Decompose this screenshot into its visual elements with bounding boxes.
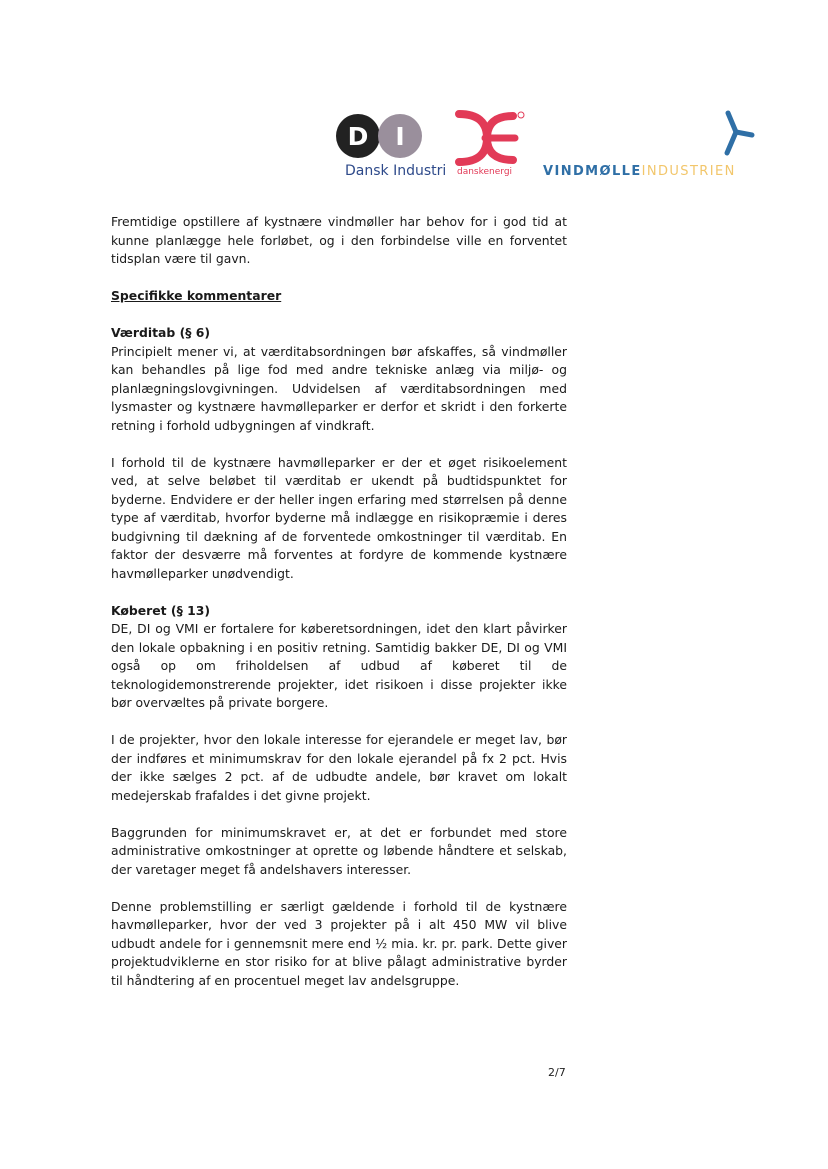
kobret-paragraph-1: DE, DI og VMI er fortalere for køberetsordningen, idet den klart påvirker den lokale opbakning i en positiv retning. Samtidig bakker DE, DI og VMI også op om friholdelsen af udbud af køberet til de teknologidemonstrerende projekter, idet risikoen i disse projekter ikke bør overvæltes på private borgere. (111, 621, 567, 710)
section-title: Specifikke kommentarer (111, 288, 282, 303)
kobret-paragraph-4: Denne problemstilling er særligt gældende i forhold til de kystnære havmølleparker, hvor der ved 3 projekter på i alt 450 MW vil blive udbudt andele for i gennemsnit mere end ½ mia. kr. pr. park. Dette giver projektudviklerne en stor risiko for at blive pålagt administrative byrder til håndtering af en procentuel meget lav andelsgruppe. (111, 898, 567, 988)
header-logos (0, 0, 828, 200)
vaerditab-heading: Værditab (§ 6) (111, 325, 211, 340)
di-logo-text: Dansk Industri (345, 163, 447, 179)
di-logo-mark (334, 114, 438, 160)
kobret-paragraph-2: I de projekter, hvor den lokale interesse for ejerandele er meget lav, bør der indføres et minimumskrav for den lokale ejerandel på fx 2 pct. Hvis der ikke sælges 2 pct. af de udbudte andele, bør kravet om lokalt medejerskab frafaldes i det givne projekt. (111, 732, 567, 803)
kobret-heading: Køberet (§ 13) (111, 602, 210, 618)
dansk-energi-logo (455, 110, 527, 182)
vaerditab-paragraph-2: I forhold til de kystnære havmølleparker er der et øget risikoelement ved, at selve beløbet til værditab er ukendt på budtidspunktet for byderne. Endvidere er der heller ingen erfaring med størrelsen på denne type af værditab, hvorfor byderne må indlægge en risikopræmie i deres budgivning til dækning af de forventede omkostninger til værditab. En faktor der desværre må forventes at fordyre de kommende kystnære havmølleparker unødvendigt. (111, 454, 567, 581)
di-logo-d: D (336, 114, 380, 158)
di-logo-i: I (378, 114, 422, 158)
vaerditab-paragraph-1: Principielt mener vi, at værditabsordningen bør afskaffes, så vindmøller kan behandles på lige fod med andre tekniske anlæg via miljø- og planlægningslovgivningen. Udvidelsen af værditabsordningen med lysmaster og kystnære havmølleparker er derfor et skridt i den forkerte retning i forhold udbygningen af vindkraft. (111, 343, 567, 433)
kobret-paragraph-3: Baggrunden for minimumskravet er, at det er forbundet med store administrative omkostninger at oprette og løbende håndtere et selskab, der varetager meget få andelshavers interesser. (111, 824, 567, 877)
vindmolle-text-bold: VINDMØLLE (543, 164, 642, 179)
intro-paragraph: Fremtidige opstillere af kystnære vindmøller har behov for i god tid at kunne planlægge hele forløbet, og i den forbindelse ville en forventet tidsplan være til gavn. (111, 214, 567, 266)
vindmolle-logo (540, 105, 800, 185)
di-logo (334, 114, 447, 184)
document-body (111, 213, 567, 1009)
page-number: 2/7 (548, 1066, 566, 1079)
dansk-energi-mark-icon (455, 110, 527, 166)
vindmolle-text (543, 164, 736, 179)
wind-turbine-icon (718, 105, 758, 161)
dansk-energi-text: danskenergi (457, 167, 513, 177)
vindmolle-text-light: INDUSTRIEN (641, 164, 736, 179)
